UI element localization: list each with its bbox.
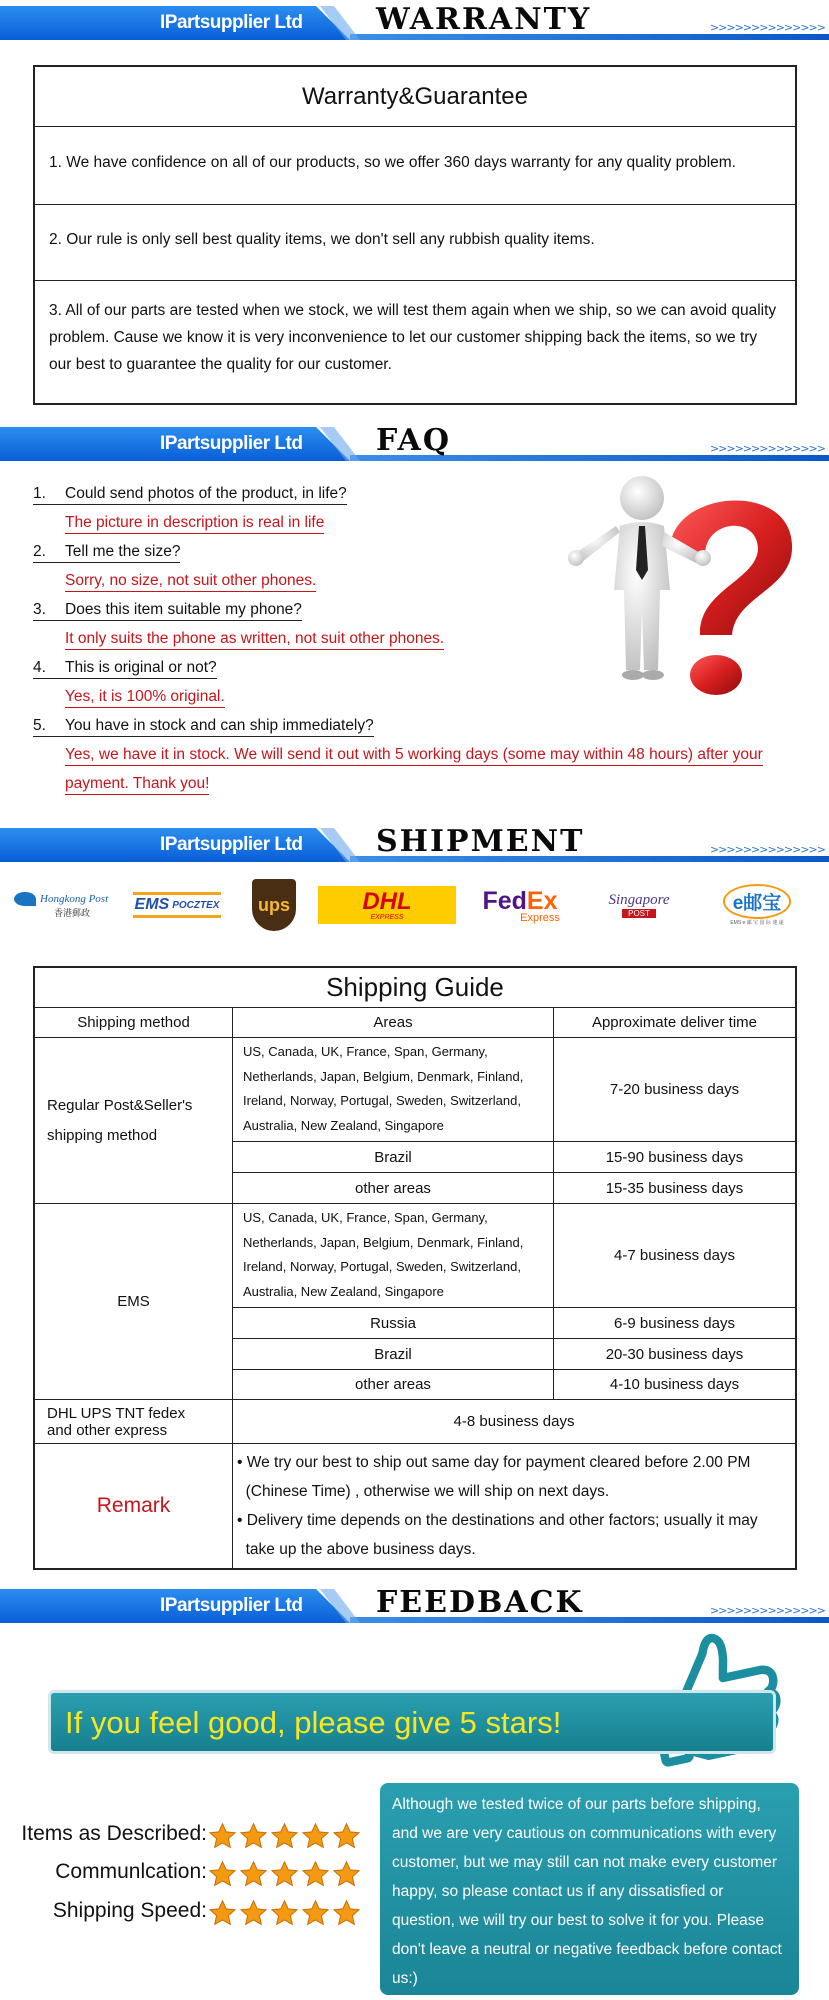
shipping-guide-table xyxy=(33,966,797,1570)
table-header: Shipping method xyxy=(35,1008,233,1038)
brand-label: IPartsupplier Ltd xyxy=(160,834,303,855)
areas-cell: US, Canada, UK, France, Span, Germany, Netherlands, Japan, Belgium, Denmark, Finland, Ireland, Norway, Portugal, Sweden, Switzerland, Australia, New Zealand, Singapore xyxy=(233,1204,554,1308)
faq-question: 1. Could send photos of the product, in life? xyxy=(33,483,347,505)
brand-label: IPartsupplier Ltd xyxy=(160,433,303,454)
time-cell: 4-8 business days xyxy=(233,1400,795,1444)
remark-text xyxy=(233,1444,795,1568)
chevron-decoration: >>>>>>>>>>>>>> xyxy=(709,843,825,856)
star-icon xyxy=(208,1899,237,1928)
faq-answer: Yes, it is 100% original. xyxy=(65,686,225,708)
time-cell: 20-30 business days xyxy=(554,1339,795,1370)
star-icon xyxy=(301,1860,330,1889)
warranty-banner xyxy=(0,0,829,46)
chevron-decoration: >>>>>>>>>>>>>> xyxy=(709,1604,825,1617)
star-icon xyxy=(270,1822,299,1851)
warranty-item: 2. Our rule is only sell best quality items, we don't sell any rubbish quality items. xyxy=(35,205,795,281)
faq-answer: The picture in description is real in life xyxy=(65,512,324,534)
star-icon xyxy=(270,1899,299,1928)
brand-label: IPartsupplier Ltd xyxy=(160,12,303,33)
star-icon xyxy=(208,1822,237,1851)
question-man-illustration xyxy=(520,470,800,700)
method-cell: DHL UPS TNT fedex and other express xyxy=(35,1400,233,1444)
rating-label: Communlcation: xyxy=(55,1860,207,1883)
ems-logo: EMS POCZTEX xyxy=(124,880,230,930)
chevron-decoration: >>>>>>>>>>>>>> xyxy=(709,21,825,34)
areas-cell: other areas xyxy=(233,1173,554,1204)
faq-question: 4. This is original or not? xyxy=(33,657,217,679)
areas-cell: US, Canada, UK, France, Span, Germany, Netherlands, Japan, Belgium, Denmark, Finland, Ireland, Norway, Portugal, Sweden, Switzerland, Australia, New Zealand, Singapore xyxy=(233,1038,554,1142)
time-cell: 6-9 business days xyxy=(554,1308,795,1339)
warranty-item: 3. All of our parts are tested when we stock, we will test them again when we ship, so we can avoid quality problem. Cause we know it is very inconvenience to let our customer shipping back the items, so we try our best to guarantee the quality for our customer. xyxy=(49,302,777,373)
section-title: FAQ xyxy=(376,423,451,458)
remark-line: • We try our best to ship out same day for payment cleared before 2.00 PM xyxy=(237,1454,751,1471)
areas-cell: Brazil xyxy=(233,1142,554,1173)
method-cell: Regular Post&Seller's shipping method xyxy=(35,1038,233,1204)
table-title: Shipping Guide xyxy=(35,968,795,1008)
areas-cell: other areas xyxy=(233,1370,554,1400)
remark-line: take up the above business days. xyxy=(237,1541,476,1558)
eyoubao-logo: e邮宝 EMS e 邮 宝 国 际 速 递 xyxy=(712,880,802,930)
time-cell: 15-35 business days xyxy=(554,1173,795,1204)
star-icon xyxy=(208,1860,237,1889)
areas-cell: Russia xyxy=(233,1308,554,1339)
faq-answer: Yes, we have it in stock. We will send it out with 5 working days (some may within 48 hours) after your xyxy=(65,744,763,766)
star-icon xyxy=(270,1860,299,1889)
warranty-item: 1. We have confidence on all of our products, so we offer 360 days warranty for any quality problem. xyxy=(35,127,795,205)
hongkong-post-logo: Hongkong Post 香港郵政 xyxy=(14,880,118,930)
faq-answer: Sorry, no size, not suit other phones. xyxy=(65,570,316,592)
warranty-box xyxy=(33,65,797,405)
singapore-post-logo: Singapore POST xyxy=(608,892,670,918)
faq-question: 3. Does this item suitable my phone? xyxy=(33,599,302,621)
time-cell: 7-20 business days xyxy=(554,1038,795,1142)
faq-question: 5. You have in stock and can ship immediately? xyxy=(33,715,374,737)
faq-banner xyxy=(0,421,829,467)
warranty-heading: Warranty&Guarantee xyxy=(35,67,795,127)
rating-label: Items as Described: xyxy=(21,1822,207,1845)
star-icon xyxy=(332,1822,361,1851)
star-icon xyxy=(301,1899,330,1928)
table-header: Approximate deliver time xyxy=(554,1008,795,1038)
feedback-slogan: If you feel good, please give 5 stars! xyxy=(65,1705,562,1740)
faq-question: 2. Tell me the size? xyxy=(33,541,180,563)
section-title: SHIPMENT xyxy=(376,824,585,859)
feedback-note: Although we tested twice of our parts before shipping, and we are very cautious on communications with every customer, but we may still can not make every customer happy, so please contact us if any dissatisfied or question, we will try our best to solve it for you. Please don't leave a neutral or negative feedback before contact us:) xyxy=(380,1783,799,1995)
star-icon xyxy=(239,1899,268,1928)
time-cell: 4-7 business days xyxy=(554,1204,795,1308)
rating-label: Shipping Speed: xyxy=(52,1899,207,1922)
star-rating xyxy=(208,1822,361,1851)
remark-line: • Delivery time depends on the destinations and other factors; usually it may xyxy=(237,1512,758,1529)
faq-answer: It only suits the phone as written, not suit other phones. xyxy=(65,628,444,650)
ups-logo: ups xyxy=(248,880,300,930)
star-icon xyxy=(301,1822,330,1851)
time-cell: 4-10 business days xyxy=(554,1370,795,1400)
areas-cell: Brazil xyxy=(233,1339,554,1370)
brand-label: IPartsupplier Ltd xyxy=(160,1595,303,1616)
section-title: WARRANTY xyxy=(376,2,592,37)
table-header: Areas xyxy=(233,1008,554,1038)
chevron-decoration: >>>>>>>>>>>>>> xyxy=(709,442,825,455)
shipment-banner xyxy=(0,822,829,868)
method-cell: EMS xyxy=(35,1204,233,1400)
dhl-logo: DHL EXPRESS xyxy=(318,880,456,930)
star-icon xyxy=(239,1822,268,1851)
section-title: FEEDBACK xyxy=(376,1585,584,1620)
feedback-slogan-ribbon xyxy=(48,1690,776,1754)
star-rating xyxy=(208,1860,361,1889)
star-icon xyxy=(239,1860,268,1889)
remark-label: Remark xyxy=(35,1444,233,1568)
faq-answer: payment. Thank you! xyxy=(65,773,209,795)
star-rating xyxy=(208,1899,361,1928)
time-cell: 15-90 business days xyxy=(554,1142,795,1173)
star-icon xyxy=(332,1899,361,1928)
star-icon xyxy=(332,1860,361,1889)
remark-line: (Chinese Time) , otherwise we will ship on next days. xyxy=(237,1483,610,1500)
fedex-logo: FedEx Express xyxy=(482,886,560,924)
